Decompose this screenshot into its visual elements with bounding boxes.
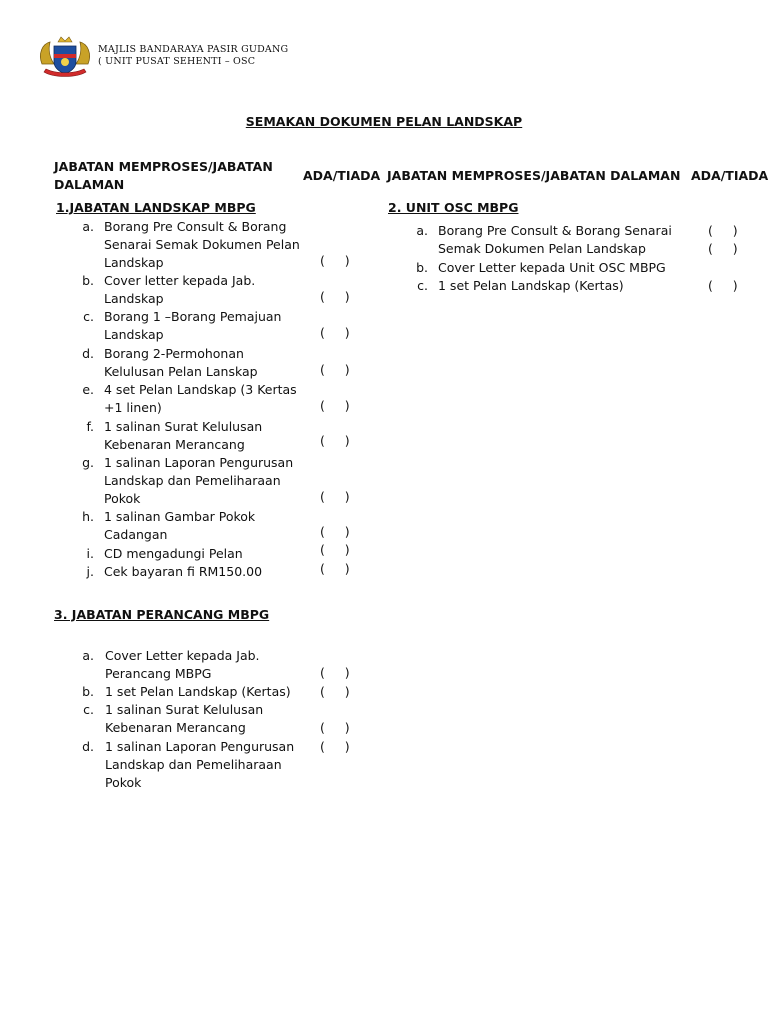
item-line: Cover Letter kepada Jab.: [105, 648, 260, 663]
item-line: +1 linen): [104, 400, 162, 415]
checklist-item-text: [104, 308, 281, 344]
item-line: Borang 1 –Borang Pemajuan: [104, 309, 282, 324]
item-line: Borang Pre Consult & Borang: [104, 219, 287, 234]
checklist-item-text: [104, 545, 243, 563]
status-checkbox[interactable]: ( ): [320, 325, 350, 340]
right-status-header: ADA/TIADA: [691, 168, 768, 183]
item-line: Landskap dan Pemeliharaan: [104, 473, 281, 488]
item-line: 1 salinan Laporan Pengurusan: [104, 455, 294, 470]
section-2-title: 2. UNIT OSC MBPG: [388, 200, 519, 215]
checklist-item-text: [104, 454, 293, 508]
item-letter: c.: [83, 702, 94, 717]
status-checkbox[interactable]: ( ): [320, 524, 350, 539]
item-line: 4 set Pelan Landskap (3 Kertas: [104, 382, 297, 397]
checklist-item-text: [104, 563, 262, 581]
status-checkbox[interactable]: ( ): [708, 241, 738, 256]
document-title: SEMAKAN DOKUMEN PELAN LANDSKAP: [245, 114, 523, 129]
item-line: Landskap: [104, 327, 164, 342]
status-checkbox[interactable]: ( ): [320, 739, 350, 754]
item-line: Borang 2-Permohonan: [104, 346, 244, 361]
status-checkbox[interactable]: ( ): [320, 433, 350, 448]
item-line: Landskap dan Pemeliharaan: [105, 757, 282, 772]
section-1-title: 1.JABATAN LANDSKAP MBPG: [56, 200, 256, 215]
status-checkbox[interactable]: ( ): [708, 278, 738, 293]
item-letter: i.: [86, 546, 94, 561]
item-line: CD mengadungi Pelan: [104, 546, 243, 561]
item-line: Pokok: [104, 491, 141, 506]
checklist-item-text: [104, 418, 262, 454]
status-checkbox[interactable]: ( ): [320, 542, 350, 557]
item-letter: j.: [86, 564, 94, 579]
item-line: 1 salinan Gambar Pokok: [104, 509, 256, 524]
checklist-item-text: [105, 647, 260, 683]
checklist-item-text: [105, 683, 291, 701]
left-column-header: JABATAN MEMPROSES/JABATAN DALAMAN: [54, 159, 273, 192]
item-line: Cover letter kepada Jab.: [104, 273, 256, 288]
checklist-item-text: [104, 381, 297, 417]
item-line: Cover Letter kepada Unit OSC MBPG: [438, 260, 666, 275]
section-3-title: 3. JABATAN PERANCANG MBPG: [54, 607, 270, 622]
item-letter: b.: [416, 260, 428, 275]
checklist-item-text: [104, 345, 258, 381]
item-letter: d.: [82, 346, 94, 361]
left-status-header: ADA/TIADA: [303, 168, 381, 183]
item-letter: b.: [82, 684, 94, 699]
item-line: Kelulusan Pelan Lanskap: [104, 364, 258, 379]
item-line: Kebenaran Merancang: [104, 437, 245, 452]
council-crest-logo: [36, 34, 94, 78]
checklist-item-text: [438, 259, 666, 277]
item-line: Cek bayaran fi RM150.00: [104, 564, 263, 579]
status-checkbox[interactable]: ( ): [320, 398, 350, 413]
checklist-item-text: [104, 218, 300, 272]
status-checkbox[interactable]: ( ): [320, 720, 350, 735]
item-line: 1 salinan Surat Kelulusan: [104, 419, 263, 434]
item-line: Cadangan: [104, 527, 168, 542]
checklist-item-text: [105, 701, 263, 737]
status-checkbox[interactable]: ( ): [320, 253, 350, 268]
checklist-item-text: [438, 277, 624, 295]
item-line: Borang Pre Consult & Borang Senarai: [438, 223, 672, 238]
item-letter: c.: [417, 278, 428, 293]
item-line: Kebenaran Merancang: [105, 720, 246, 735]
item-line: 1 set Pelan Landskap (Kertas): [438, 278, 624, 293]
item-letter: f.: [86, 419, 94, 434]
item-letter: b.: [82, 273, 94, 288]
item-letter: a.: [82, 648, 94, 663]
item-line: Semak Dokumen Pelan Landskap: [438, 241, 646, 256]
item-letter: a.: [82, 219, 94, 234]
item-line: 1 set Pelan Landskap (Kertas): [105, 684, 291, 699]
org-name: MAJLIS BANDARAYA PASIR GUDANG: [98, 44, 289, 55]
status-checkbox[interactable]: ( ): [708, 223, 738, 238]
status-checkbox[interactable]: ( ): [320, 561, 350, 576]
item-line: Pokok: [105, 775, 142, 790]
status-checkbox[interactable]: ( ): [320, 489, 350, 504]
checklist-item-text: [105, 738, 294, 792]
item-letter: c.: [83, 309, 94, 324]
item-letter: g.: [82, 455, 94, 470]
checklist-item-text: [104, 508, 255, 544]
right-column-header: JABATAN MEMPROSES/JABATAN DALAMAN: [387, 168, 681, 183]
status-checkbox[interactable]: ( ): [320, 289, 350, 304]
item-line: Perancang MBPG: [105, 666, 212, 681]
item-line: Landskap: [104, 255, 164, 270]
item-letter: a.: [416, 223, 428, 238]
org-unit: ( UNIT PUSAT SEHENTI – OSC: [98, 56, 256, 67]
status-checkbox[interactable]: ( ): [320, 665, 350, 680]
item-letter: h.: [82, 509, 94, 524]
organization-header: [98, 44, 288, 68]
item-line: Landskap: [104, 291, 164, 306]
item-letter: d.: [82, 739, 94, 754]
item-letter: e.: [82, 382, 94, 397]
checklist-item-text: [104, 272, 255, 308]
status-checkbox[interactable]: ( ): [320, 684, 350, 699]
item-line: 1 salinan Surat Kelulusan: [105, 702, 264, 717]
item-line: Senarai Semak Dokumen Pelan: [104, 237, 300, 252]
item-line: 1 salinan Laporan Pengurusan: [105, 739, 295, 754]
checklist-item-text: [438, 222, 672, 258]
status-checkbox[interactable]: ( ): [320, 362, 350, 377]
